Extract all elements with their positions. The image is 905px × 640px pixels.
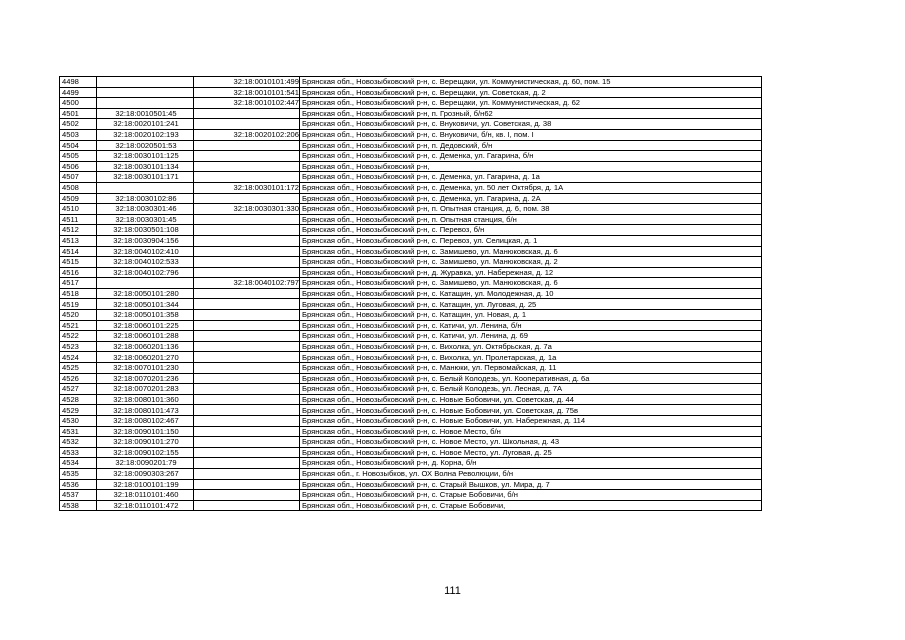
cadastral-number-cell xyxy=(97,235,194,246)
cadastral-number-cell xyxy=(97,373,194,384)
cadastral-number-cell xyxy=(97,77,194,88)
cadastral-number-cell xyxy=(97,98,194,109)
address-cell: Брянская обл., Новозыбковский р-н, с. Замишево, ул. Манюковская, д. 2 xyxy=(300,257,762,268)
row-number-cell: 4518 xyxy=(60,288,97,299)
table-row xyxy=(60,405,762,416)
row-number-cell: 4500 xyxy=(60,98,97,109)
table-row xyxy=(60,288,762,299)
cadastral-number: 32:18:0030501:108 xyxy=(113,225,179,235)
cadastral-number: 32:18:0030301:46 xyxy=(115,204,177,214)
row-number-cell: 4526 xyxy=(60,373,97,384)
table-row xyxy=(60,373,762,384)
cadastral-number-cell xyxy=(97,416,194,427)
table-row xyxy=(60,108,762,119)
cadastral-number: 32:18:0030101:125 xyxy=(113,151,179,161)
address-cell: Брянская обл., Новозыбковский р-н, с. Новые Бобовичи, ул. Набережная, д. 114 xyxy=(300,416,762,427)
cadastral-number-cell xyxy=(97,87,194,98)
address-cell: Брянская обл., Новозыбковский р-н, с. Старый Вышков, ул. Мира, д. 7 xyxy=(300,479,762,490)
premises-cadastral-number-cell xyxy=(194,193,300,204)
row-number-cell: 4515 xyxy=(60,257,97,268)
address-cell: Брянская обл., г. Новозыбков, ул. ОХ Волна Революции, б/н xyxy=(300,468,762,479)
cadastral-number: 32:18:0040102:533 xyxy=(113,257,179,267)
table-row xyxy=(60,310,762,321)
cadastral-number-cell xyxy=(97,161,194,172)
premises-cadastral-number-cell xyxy=(194,437,300,448)
registry-table xyxy=(59,76,762,511)
row-number-cell: 4507 xyxy=(60,172,97,183)
premises-cadastral-number-cell xyxy=(194,479,300,490)
address-cell: Брянская обл., Новозыбковский р-н, с. Новое Место, ул. Школьная, д. 43 xyxy=(300,437,762,448)
premises-cadastral-number-cell: 32:18:0010101:499 xyxy=(194,77,300,88)
address-cell: Брянская обл., Новозыбковский р-н, с. Замишево, ул. Манюковская, д. 6 xyxy=(300,278,762,289)
address-cell: Брянская обл., Новозыбковский р-н, с. Катичи, ул. Ленина, б/н xyxy=(300,320,762,331)
address-cell: Брянская обл., Новозыбковский р-н, с. Вихолка, ул. Октябрьская, д. 7а xyxy=(300,341,762,352)
row-number-cell: 4530 xyxy=(60,416,97,427)
premises-cadastral-number-cell xyxy=(194,468,300,479)
table-row xyxy=(60,267,762,278)
table-row xyxy=(60,468,762,479)
table-row xyxy=(60,331,762,342)
address-cell: Брянская обл., Новозыбковский р-н, с. Старые Бобовичи, xyxy=(300,500,762,511)
table-row xyxy=(60,204,762,215)
row-number-cell: 4509 xyxy=(60,193,97,204)
row-number-cell: 4502 xyxy=(60,119,97,130)
address-cell: Брянская обл., Новозыбковский р-н, с. Белый Колодезь, ул. Лесная, д. 7А xyxy=(300,384,762,395)
row-number-cell: 4501 xyxy=(60,108,97,119)
row-number-cell: 4521 xyxy=(60,320,97,331)
cadastral-number: 32:18:0110101:460 xyxy=(113,490,179,500)
address-cell: Брянская обл., Новозыбковский р-н, с. Деменка, ул. Гагарина, б/н xyxy=(300,151,762,162)
premises-cadastral-number-cell: 32:18:0030101:172 xyxy=(194,182,300,193)
address-cell: Брянская обл., Новозыбковский р-н, с. Новые Бобовичи, ул. Советская, д. 75в xyxy=(300,405,762,416)
row-number-cell: 4528 xyxy=(60,394,97,405)
premises-cadastral-number-cell xyxy=(194,394,300,405)
cadastral-number-cell xyxy=(97,257,194,268)
row-number-cell: 4498 xyxy=(60,77,97,88)
address-cell: Брянская обл., Новозыбковский р-н, с. Новое Место, б/н xyxy=(300,426,762,437)
cadastral-number: 32:18:0060101:225 xyxy=(113,320,179,330)
cadastral-number-cell xyxy=(97,129,194,140)
cadastral-number: 32:18:0090102:155 xyxy=(113,447,179,457)
table-row xyxy=(60,214,762,225)
table-row xyxy=(60,140,762,151)
row-number-cell: 4525 xyxy=(60,363,97,374)
cadastral-number-cell xyxy=(97,267,194,278)
address-cell: Брянская обл., Новозыбковский р-н, с. Внуковичи, б/н, кв. I, пом. I xyxy=(300,129,762,140)
table-row xyxy=(60,129,762,140)
premises-cadastral-number-cell xyxy=(194,267,300,278)
address-cell: Брянская обл., Новозыбковский р-н, xyxy=(300,161,762,172)
cadastral-number: 32:18:0070201:283 xyxy=(113,384,179,394)
cadastral-number: 32:18:0040102:796 xyxy=(113,267,179,277)
premises-cadastral-number-cell xyxy=(194,384,300,395)
address-cell: Брянская обл., Новозыбковский р-н, с. Перевоз, б/н xyxy=(300,225,762,236)
table-row xyxy=(60,500,762,511)
cadastral-number: 32:18:0080101:360 xyxy=(113,394,179,404)
address-cell: Брянская обл., Новозыбковский р-н, с. Замишево, ул. Манюковская, д. 6 xyxy=(300,246,762,257)
row-number-cell: 4533 xyxy=(60,447,97,458)
table-row xyxy=(60,193,762,204)
cadastral-number-cell xyxy=(97,108,194,119)
table-row xyxy=(60,98,762,109)
table-row xyxy=(60,182,762,193)
cadastral-number: 32:18:0080101:473 xyxy=(113,405,179,415)
cadastral-number-cell xyxy=(97,426,194,437)
table-row xyxy=(60,394,762,405)
cadastral-number-cell xyxy=(97,447,194,458)
table-row xyxy=(60,151,762,162)
cadastral-number: 32:18:0030102:86 xyxy=(115,193,177,203)
cadastral-number: 32:18:0020102:193 xyxy=(113,130,179,140)
table-row xyxy=(60,426,762,437)
cadastral-number-cell xyxy=(97,341,194,352)
row-number-cell: 4517 xyxy=(60,278,97,289)
table-row xyxy=(60,458,762,469)
cadastral-number: 32:18:0020101:241 xyxy=(113,119,179,129)
row-number-cell: 4505 xyxy=(60,151,97,162)
premises-cadastral-number-cell xyxy=(194,341,300,352)
premises-cadastral-number-cell xyxy=(194,405,300,416)
cadastral-number-cell xyxy=(97,437,194,448)
cadastral-number: 32:18:0050101:344 xyxy=(113,299,179,309)
address-cell: Брянская обл., Новозыбковский р-н, п. Опытная станция, д. 6, пом. 38 xyxy=(300,204,762,215)
address-cell: Брянская обл., Новозыбковский р-н, п. Опытная станция, б/н xyxy=(300,214,762,225)
row-number-cell: 4534 xyxy=(60,458,97,469)
premises-cadastral-number-cell xyxy=(194,373,300,384)
row-number-cell: 4510 xyxy=(60,204,97,215)
cadastral-number-cell xyxy=(97,320,194,331)
premises-cadastral-number-cell xyxy=(194,246,300,257)
cadastral-number: 32:18:0030101:134 xyxy=(113,161,179,171)
premises-cadastral-number-cell xyxy=(194,108,300,119)
cadastral-number-cell xyxy=(97,204,194,215)
table-row xyxy=(60,225,762,236)
address-cell: Брянская обл., Новозыбковский р-н, с. Катичи, ул. Ленина, д. 69 xyxy=(300,331,762,342)
cadastral-number-cell xyxy=(97,246,194,257)
premises-cadastral-number-cell xyxy=(194,257,300,268)
address-cell: Брянская обл., Новозыбковский р-н, с. Деменка, ул. 50 лет Октября, д. 1А xyxy=(300,182,762,193)
address-cell: Брянская обл., Новозыбковский р-н, д. Журавка, ул. Набережная, д. 12 xyxy=(300,267,762,278)
cadastral-number: 32:18:0070101:230 xyxy=(113,363,179,373)
cadastral-number-cell xyxy=(97,468,194,479)
table-row xyxy=(60,119,762,130)
row-number-cell: 4499 xyxy=(60,87,97,98)
cadastral-number-cell xyxy=(97,182,194,193)
cadastral-number-cell xyxy=(97,331,194,342)
cadastral-number: 32:18:0050101:358 xyxy=(113,310,179,320)
address-cell: Брянская обл., Новозыбковский р-н, с. Старые Бобовичи, б/н xyxy=(300,490,762,501)
address-cell: Брянская обл., Новозыбковский р-н, с. Деменка, ул. Гагарина, д. 2А xyxy=(300,193,762,204)
cadastral-number-cell xyxy=(97,479,194,490)
cadastral-number-cell xyxy=(97,490,194,501)
cadastral-number-cell xyxy=(97,140,194,151)
cadastral-number: 32:18:0090101:270 xyxy=(113,437,179,447)
cadastral-number: 32:18:0070201:236 xyxy=(113,373,179,383)
table-row xyxy=(60,235,762,246)
row-number-cell: 4531 xyxy=(60,426,97,437)
cadastral-number-cell xyxy=(97,119,194,130)
premises-cadastral-number-cell xyxy=(194,119,300,130)
premises-cadastral-number-cell xyxy=(194,151,300,162)
cadastral-number: 32:18:0090303:267 xyxy=(113,469,179,479)
address-cell: Брянская обл., Новозыбковский р-н, с. Верещаки, ул. Коммунистическая, д. 60, пом. 15 xyxy=(300,77,762,88)
row-number-cell: 4535 xyxy=(60,468,97,479)
address-cell: Брянская обл., Новозыбковский р-н, п. Дедовский, б/н xyxy=(300,140,762,151)
row-number-cell: 4514 xyxy=(60,246,97,257)
table-row xyxy=(60,384,762,395)
premises-cadastral-number-cell xyxy=(194,447,300,458)
row-number-cell: 4520 xyxy=(60,310,97,321)
address-cell: Брянская обл., Новозыбковский р-н, с. Новое Место, ул. Луговая, д. 25 xyxy=(300,447,762,458)
table-row xyxy=(60,363,762,374)
table-row xyxy=(60,352,762,363)
premises-cadastral-number-cell xyxy=(194,320,300,331)
cadastral-number: 32:18:0090101:150 xyxy=(113,426,179,436)
premises-cadastral-number-cell: 32:18:0010102:447 xyxy=(194,98,300,109)
cadastral-number-cell xyxy=(97,299,194,310)
premises-cadastral-number-cell xyxy=(194,225,300,236)
address-cell: Брянская обл., Новозыбковский р-н, с. Катащин, ул. Новая, д. 1 xyxy=(300,310,762,321)
row-number-cell: 4536 xyxy=(60,479,97,490)
row-number-cell: 4503 xyxy=(60,129,97,140)
table-row xyxy=(60,416,762,427)
premises-cadastral-number-cell xyxy=(194,426,300,437)
cadastral-number: 32:18:0050101:280 xyxy=(113,288,179,298)
row-number-cell: 4519 xyxy=(60,299,97,310)
premises-cadastral-number-cell xyxy=(194,363,300,374)
cadastral-number: 32:18:0030301:45 xyxy=(115,214,177,224)
cadastral-number-cell xyxy=(97,500,194,511)
table-row xyxy=(60,299,762,310)
cadastral-number-cell xyxy=(97,172,194,183)
cadastral-number: 32:18:0040102:410 xyxy=(113,246,179,256)
row-number-cell: 4512 xyxy=(60,225,97,236)
row-number-cell: 4511 xyxy=(60,214,97,225)
table-row xyxy=(60,257,762,268)
premises-cadastral-number-cell xyxy=(194,288,300,299)
premises-cadastral-number-cell xyxy=(194,161,300,172)
premises-cadastral-number-cell xyxy=(194,490,300,501)
cadastral-number-cell xyxy=(97,278,194,289)
address-cell: Брянская обл., Новозыбковский р-н, с. Внуковичи, ул. Советская, д. 38 xyxy=(300,119,762,130)
premises-cadastral-number-cell xyxy=(194,352,300,363)
table-row xyxy=(60,437,762,448)
cadastral-number-cell xyxy=(97,151,194,162)
cadastral-number-cell xyxy=(97,288,194,299)
cadastral-number-cell xyxy=(97,225,194,236)
table-row xyxy=(60,490,762,501)
row-number-cell: 4522 xyxy=(60,331,97,342)
row-number-cell: 4523 xyxy=(60,341,97,352)
premises-cadastral-number-cell xyxy=(194,500,300,511)
address-cell: Брянская обл., Новозыбковский р-н, с. Перевоз, ул. Селицкая, д. 1 xyxy=(300,235,762,246)
address-cell: Брянская обл., Новозыбковский р-н, с. Новые Бобовичи, ул. Советская, д. 44 xyxy=(300,394,762,405)
row-number-cell: 4527 xyxy=(60,384,97,395)
cadastral-number-cell xyxy=(97,405,194,416)
row-number-cell: 4508 xyxy=(60,182,97,193)
cadastral-number: 32:18:0020501:53 xyxy=(115,140,177,150)
row-number-cell: 4516 xyxy=(60,267,97,278)
premises-cadastral-number-cell xyxy=(194,140,300,151)
row-number-cell: 4537 xyxy=(60,490,97,501)
premises-cadastral-number-cell: 32:18:0030301:330 xyxy=(194,204,300,215)
cadastral-number: 32:18:0060101:288 xyxy=(113,331,179,341)
cadastral-number: 32:18:0030101:171 xyxy=(113,172,179,182)
premises-cadastral-number-cell xyxy=(194,310,300,321)
table-row xyxy=(60,172,762,183)
table-row xyxy=(60,278,762,289)
cadastral-number-cell xyxy=(97,458,194,469)
cadastral-number-cell xyxy=(97,394,194,405)
address-cell: Брянская обл., Новозыбковский р-н, с. Вихолка, ул. Пролетарская, д. 1а xyxy=(300,352,762,363)
address-cell: Брянская обл., Новозыбковский р-н, п. Грозный, б/н62 xyxy=(300,108,762,119)
cadastral-number: 32:18:0030904:156 xyxy=(113,236,179,245)
premises-cadastral-number-cell xyxy=(194,458,300,469)
address-cell: Брянская обл., Новозыбковский р-н, с. Белый Колодезь, ул. Кооперативная, д. 6а xyxy=(300,373,762,384)
registry-table-body xyxy=(60,77,762,511)
cadastral-number-cell xyxy=(97,310,194,321)
cadastral-number: 32:18:0110101:472 xyxy=(113,500,179,510)
address-cell: Брянская обл., Новозыбковский р-н, с. Катащин, ул. Луговая, д. 25 xyxy=(300,299,762,310)
address-cell: Брянская обл., Новозыбковский р-н, с. Верещаки, ул. Советская, д. 2 xyxy=(300,87,762,98)
premises-cadastral-number-cell xyxy=(194,299,300,310)
premises-cadastral-number-cell: 32:18:0020102:206 xyxy=(194,129,300,140)
cadastral-number: 32:18:0100101:199 xyxy=(113,479,179,489)
premises-cadastral-number-cell xyxy=(194,416,300,427)
row-number-cell: 4538 xyxy=(60,500,97,511)
premises-cadastral-number-cell xyxy=(194,214,300,225)
table-row xyxy=(60,447,762,458)
table-row xyxy=(60,341,762,352)
cadastral-number-cell xyxy=(97,384,194,395)
address-cell: Брянская обл., Новозыбковский р-н, с. Катащин, ул. Молодежная, д. 10 xyxy=(300,288,762,299)
table-row xyxy=(60,87,762,98)
premises-cadastral-number-cell xyxy=(194,331,300,342)
row-number-cell: 4532 xyxy=(60,437,97,448)
address-cell: Брянская обл., Новозыбковский р-н, д. Корна, б/н xyxy=(300,458,762,469)
cadastral-number: 32:18:0080102:467 xyxy=(113,416,179,426)
cadastral-number-cell xyxy=(97,363,194,374)
table-row xyxy=(60,77,762,88)
cadastral-number: 32:18:0090201:79 xyxy=(115,458,177,468)
address-cell: Брянская обл., Новозыбковский р-н, с. Манюки, ул. Первомайская, д. 11 xyxy=(300,363,762,374)
row-number-cell: 4506 xyxy=(60,161,97,172)
page-number: 111 xyxy=(444,585,461,597)
address-cell: Брянская обл., Новозыбковский р-н, с. Деменка, ул. Гагарина, д. 1а xyxy=(300,172,762,183)
table-row xyxy=(60,161,762,172)
cadastral-number-cell xyxy=(97,352,194,363)
table-row xyxy=(60,320,762,331)
table-row xyxy=(60,246,762,257)
row-number-cell: 4504 xyxy=(60,140,97,151)
cadastral-number-cell xyxy=(97,214,194,225)
address-cell: Брянская обл., Новозыбковский р-н, с. Верещаки, ул. Коммунистическая, д. 62 xyxy=(300,98,762,109)
cadastral-number: 32:18:0010501:45 xyxy=(115,108,177,118)
row-number-cell: 4524 xyxy=(60,352,97,363)
premises-cadastral-number-cell xyxy=(194,235,300,246)
row-number-cell: 4513 xyxy=(60,235,97,246)
row-number-cell: 4529 xyxy=(60,405,97,416)
cadastral-number: 32:18:0060201:270 xyxy=(113,352,179,362)
cadastral-number: 32:18:0060201:136 xyxy=(113,341,179,351)
premises-cadastral-number-cell: 32:18:0010101:541 xyxy=(194,87,300,98)
premises-cadastral-number-cell xyxy=(194,172,300,183)
table-row xyxy=(60,479,762,490)
premises-cadastral-number-cell: 32:18:0040102:797 xyxy=(194,278,300,289)
cadastral-number-cell xyxy=(97,193,194,204)
